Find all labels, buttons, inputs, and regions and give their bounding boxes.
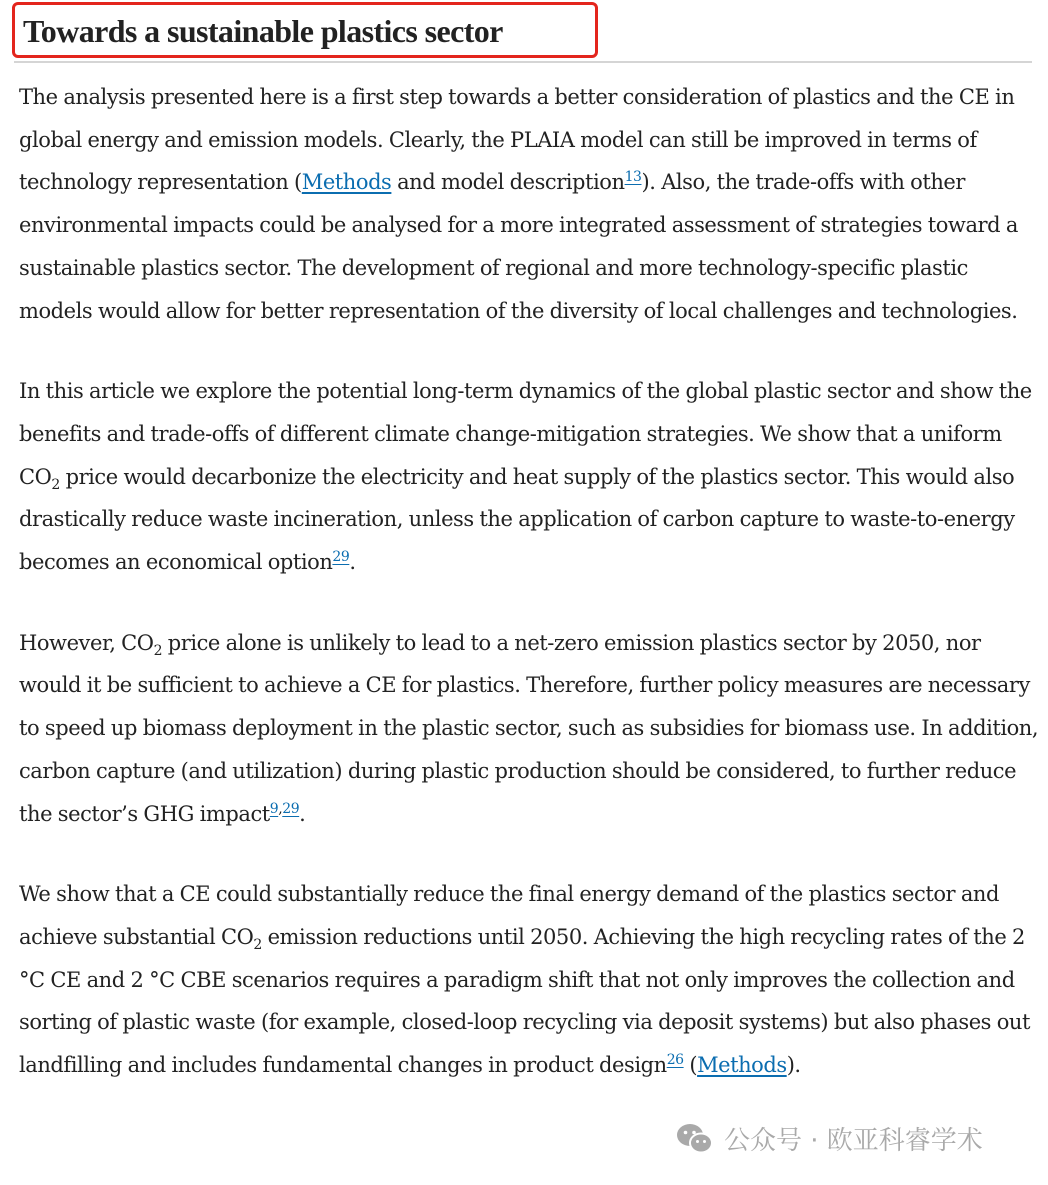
paragraph-4 <box>19 873 1039 1087</box>
subscript: 2 <box>51 476 60 493</box>
paragraph-text: We show that a CE could substantially reduce the final energy demand of the plastics sector and achieve substantial CO <box>19 882 999 949</box>
methods-link[interactable]: Methods <box>301 170 392 195</box>
subscript: 2 <box>253 936 262 953</box>
paragraph-text: and model description <box>391 170 625 195</box>
paragraph-text: However, CO <box>19 630 154 655</box>
methods-link[interactable]: Methods <box>697 1053 787 1078</box>
article-body <box>19 76 1039 1125</box>
reference-link[interactable]: 26 <box>666 1052 684 1069</box>
paragraph-text: ( <box>683 1053 698 1078</box>
paragraph-text: emission reductions until 2050. Achieving the high recycling rates of the 2 °C CE and 2 °C CBE scenarios requires a paradigm shift that not only improves the collection and sorting of plastic waste (for example, closed-loop recycling via deposit systems) but also phases out landfilling and includes fundamental changes in product design <box>19 924 1030 1078</box>
wechat-icon <box>676 1123 714 1155</box>
paragraph-text: In this article we explore the potential long-term dynamics of the global plastic sector and show the benefits and trade-offs of different climate change-mitigation strategies. We show that a uniform CO <box>19 379 1032 489</box>
paragraph-1 <box>19 76 1039 332</box>
paragraph-text: The analysis presented here is a first step towards a better consideration of plastics and the CE in global energy and emission models. Clearly, the PLAIA model can still be improved in terms of technology representation ( <box>19 85 1015 195</box>
paragraph-text: ). Also, the trade-offs with other environmental impacts could be analysed for a more integrated assessment of strategies toward a sustainable plastics sector. The development of regional and more technology-specific plastic models would allow for better representation of the diversity of local challenges and technologies. <box>19 170 1018 323</box>
paragraph-text: . <box>349 550 356 575</box>
paragraph-3 <box>19 622 1039 836</box>
section-heading: Towards a sustainable plastics sector <box>23 13 503 49</box>
reference-link[interactable]: 9 <box>269 800 279 817</box>
paragraph-text: ). <box>786 1053 801 1078</box>
paragraph-2 <box>19 370 1039 584</box>
heading-highlight-box <box>12 2 598 58</box>
watermark-text: 公众号 · 欧亚科睿学术 <box>724 1126 983 1156</box>
reference-link[interactable]: 13 <box>624 169 642 186</box>
watermark <box>676 1120 983 1157</box>
paragraph-text: price alone is unlikely to lead to a net-zero emission plastics sector by 2050, nor would it be sufficient to achieve a CE for plastics. Therefore, further policy measures are necessary to speed up biomass deployment in the plastic sector, such as subsidies for biomass use. In addition, carbon capture (and utilization) during plastic production should be considered, to further reduce the sector’s GHG impact <box>19 630 1039 826</box>
reference-separator: , <box>278 800 283 817</box>
subscript: 2 <box>153 642 163 659</box>
reference-link[interactable]: 29 <box>332 549 350 566</box>
reference-link[interactable]: 29 <box>282 800 300 817</box>
heading-divider <box>14 61 1032 63</box>
paragraph-text: . <box>299 801 306 826</box>
paragraph-text: price would decarbonize the electricity and heat supply of the plastics sector. This would also drastically reduce waste incineration, unless the application of carbon capture to waste-to-energy becomes an economical option <box>19 464 1015 575</box>
